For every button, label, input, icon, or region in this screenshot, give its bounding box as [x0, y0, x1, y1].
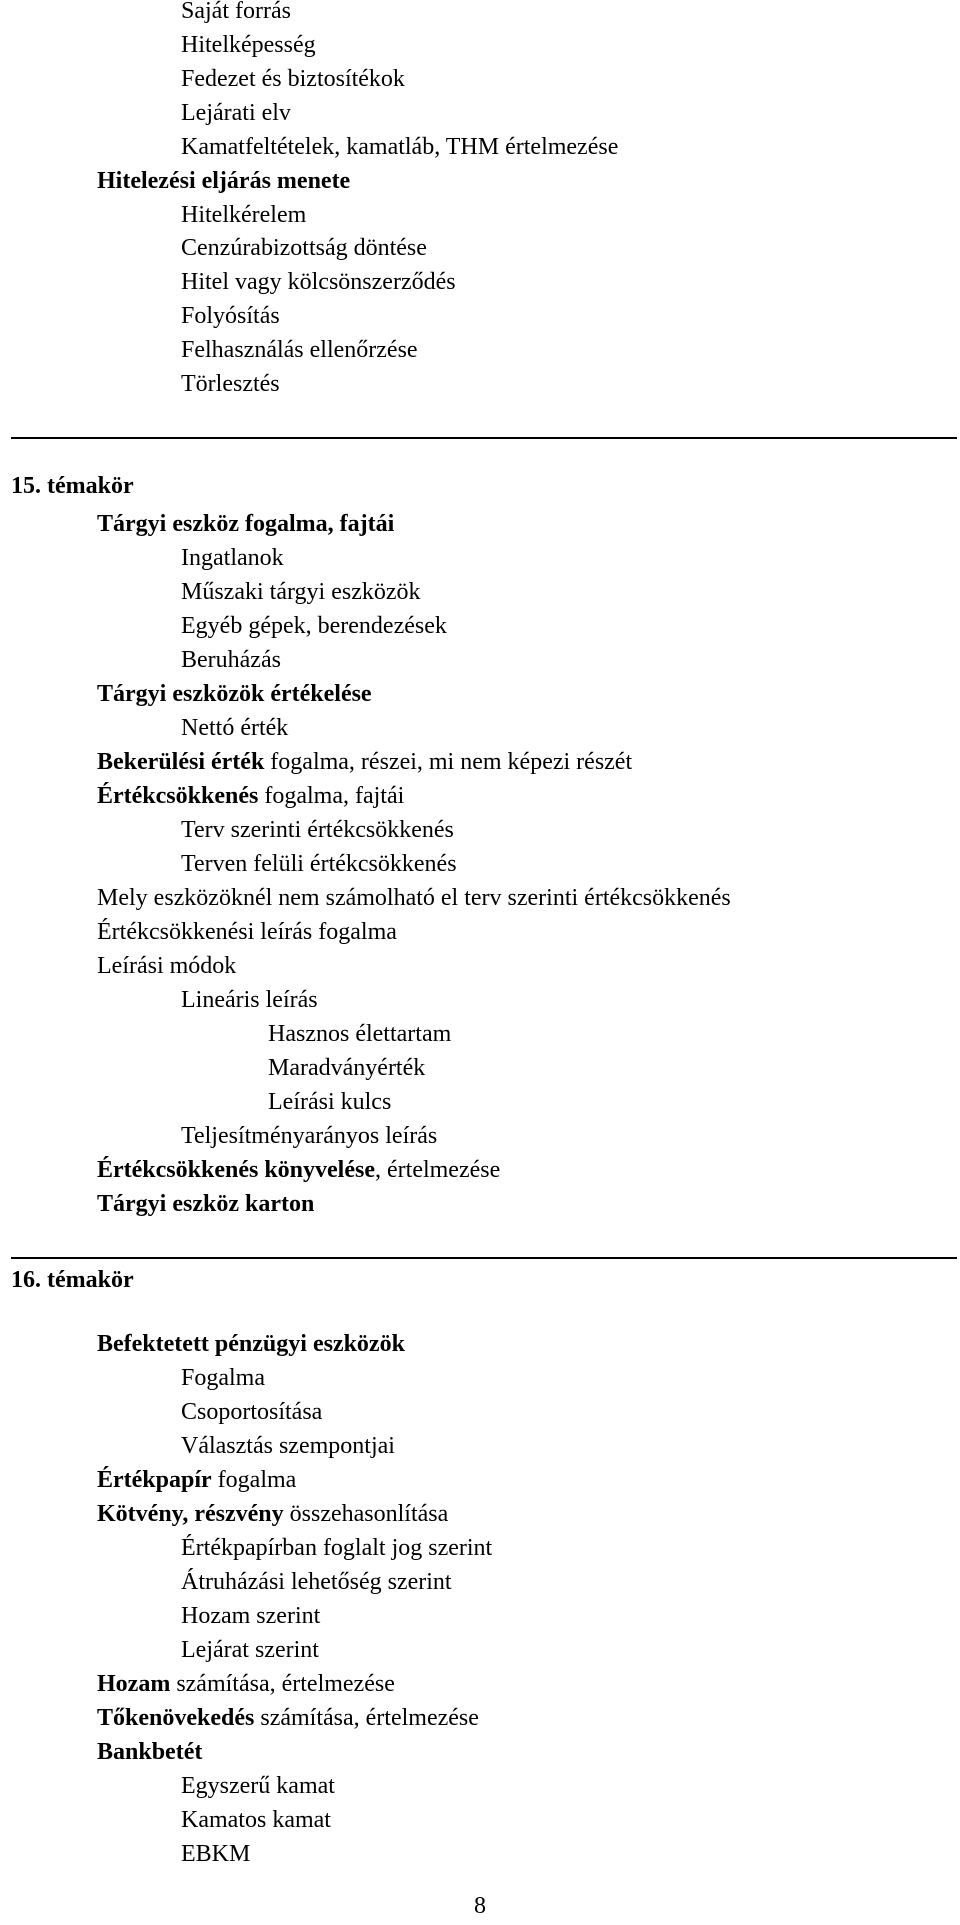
section-divider — [11, 1257, 957, 1259]
bold-term: Bekerülési érték — [97, 749, 265, 775]
list-item: Cenzúrabizottság döntése — [181, 235, 427, 261]
bold-term: Hozam — [97, 1671, 171, 1697]
bold-term: Értékpapír — [97, 1467, 212, 1493]
topic-title: 16. témakör — [11, 1267, 134, 1293]
bold-term: Kötvény, részvény — [97, 1501, 284, 1527]
list-subitem: Hasznos élettartam — [268, 1021, 452, 1047]
list-item: Egyéb gépek, berendezések — [181, 613, 447, 639]
line-text: fogalma, fajtái — [258, 783, 405, 809]
section-line — [97, 1670, 395, 1698]
line-text: számítása, értelmezése — [254, 1705, 479, 1731]
list-item: Fogalma — [181, 1365, 265, 1391]
list-item: EBKM — [181, 1841, 251, 1867]
list-item: Terven felüli értékcsökkenés — [181, 851, 457, 877]
list-item: Nettó érték — [181, 715, 289, 741]
section-line — [97, 1156, 500, 1184]
section-line — [97, 782, 404, 810]
list-item: Beruházás — [181, 647, 281, 673]
line-text: összehasonlítása — [283, 1501, 449, 1527]
list-item: Egyszerű kamat — [181, 1773, 335, 1799]
section-line — [97, 1500, 448, 1528]
list-item: Hozam szerint — [181, 1603, 321, 1629]
section-line: Értékcsökkenési leírás fogalma — [97, 919, 397, 945]
list-item: Kamatfeltételek, kamatláb, THM értelmezése — [181, 134, 619, 160]
page-number: 8 — [474, 1893, 486, 1919]
section-heading: Befektetett pénzügyi eszközök — [97, 1331, 405, 1357]
list-item: Átruházási lehetőség szerint — [181, 1569, 452, 1595]
list-item: Lineáris leírás — [181, 987, 318, 1013]
list-item: Törlesztés — [181, 371, 280, 397]
list-item: Hitelkérelem — [181, 202, 307, 228]
list-item: Hitelképesség — [181, 32, 316, 58]
section-heading: Hitelezési eljárás menete — [97, 168, 351, 194]
list-item: Terv szerinti értékcsökkenés — [181, 817, 454, 843]
bold-term: Értékcsökkenés könyvelése — [97, 1157, 375, 1183]
section-line — [97, 1466, 296, 1494]
list-subitem: Maradványérték — [268, 1055, 426, 1081]
list-item: Műszaki tárgyi eszközök — [181, 579, 421, 605]
section-line: Leírási módok — [97, 953, 237, 979]
section-line — [97, 748, 632, 776]
list-item: Lejárati elv — [181, 100, 291, 126]
list-item: Értékpapírban foglalt jog szerint — [181, 1535, 493, 1561]
list-item: Fedezet és biztosítékok — [181, 66, 405, 92]
section-heading: Tárgyi eszköz karton — [97, 1191, 315, 1217]
line-text: számítása, értelmezése — [170, 1671, 395, 1697]
section-line — [97, 1704, 479, 1732]
section-heading: Tárgyi eszköz fogalma, fajtái — [97, 511, 395, 537]
section-heading: Bankbetét — [97, 1739, 203, 1765]
section-divider — [11, 437, 957, 439]
line-text: fogalma, részei, mi nem képezi részét — [264, 749, 633, 775]
list-item: Lejárat szerint — [181, 1637, 319, 1663]
section-line: Mely eszközöknél nem számolható el terv szerinti értékcsökkenés — [97, 885, 731, 911]
list-item: Felhasználás ellenőrzése — [181, 337, 418, 363]
list-item: Csoportosítása — [181, 1399, 323, 1425]
bold-term: Értékcsökkenés — [97, 783, 259, 809]
line-text: fogalma — [211, 1467, 297, 1493]
list-item: Hitel vagy kölcsönszerződés — [181, 269, 456, 295]
section-heading: Tárgyi eszközök értékelése — [97, 681, 372, 707]
list-item: Kamatos kamat — [181, 1807, 331, 1833]
list-item: Folyósítás — [181, 303, 280, 329]
list-subitem: Leírási kulcs — [268, 1089, 392, 1115]
list-item: Teljesítményarányos leírás — [181, 1123, 438, 1149]
bold-term: Tőkenövekedés — [97, 1705, 255, 1731]
list-item: Saját forrás — [181, 0, 291, 24]
list-item: Ingatlanok — [181, 545, 284, 571]
list-item: Választás szempontjai — [181, 1433, 395, 1459]
topic-title: 15. témakör — [11, 473, 134, 499]
line-text: , értelmezése — [375, 1157, 501, 1183]
